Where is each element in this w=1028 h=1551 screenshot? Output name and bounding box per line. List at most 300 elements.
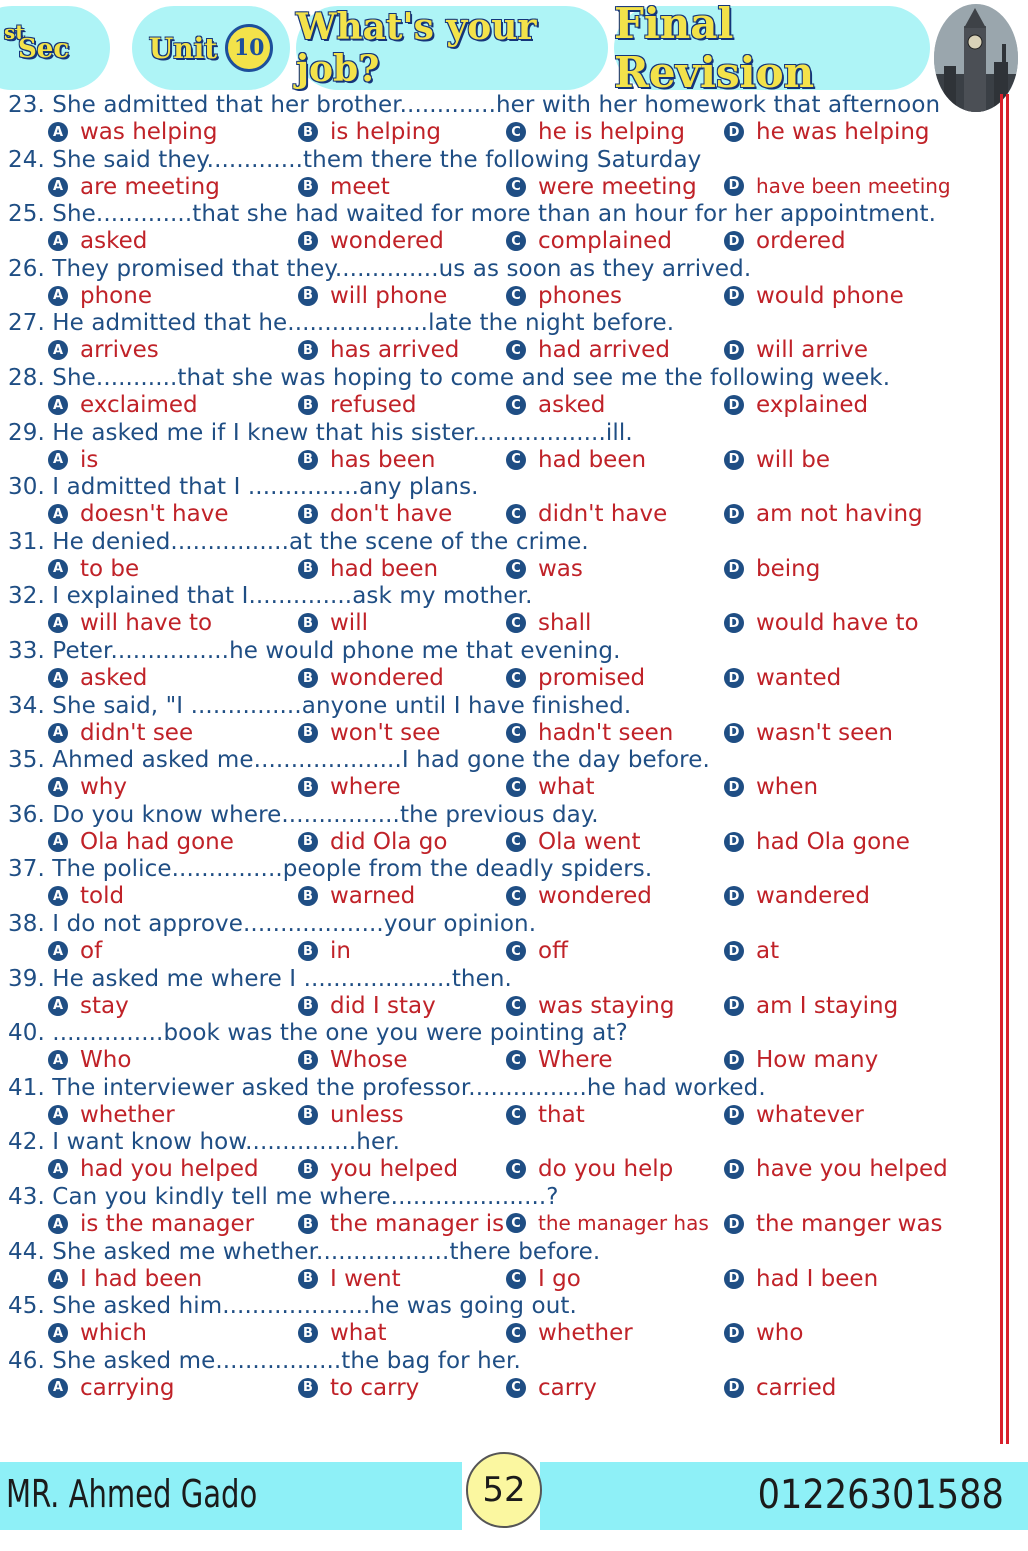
answer-option[interactable] bbox=[506, 829, 640, 855]
option-text: why bbox=[80, 774, 127, 801]
option-text: exclaimed bbox=[80, 392, 198, 418]
option-text: the manager is bbox=[330, 1211, 505, 1237]
answer-option[interactable] bbox=[506, 337, 670, 363]
option-text: Who bbox=[80, 1047, 132, 1074]
option-text: to be bbox=[80, 555, 140, 582]
question-text: 27. He admitted that he...................late the night before. bbox=[8, 310, 675, 337]
answer-option[interactable] bbox=[506, 119, 685, 145]
option-text: hadn't seen bbox=[538, 719, 674, 746]
right-border-line bbox=[1000, 94, 1003, 1444]
option-letter-icon: D bbox=[724, 450, 744, 470]
answer-option[interactable] bbox=[298, 1375, 419, 1401]
answer-option[interactable] bbox=[506, 228, 672, 254]
section-pill bbox=[0, 6, 110, 90]
answer-option[interactable] bbox=[48, 1047, 131, 1073]
option-letter-icon: B bbox=[298, 886, 318, 906]
question-text: 38. I do not approve...................your opinion. bbox=[8, 911, 537, 937]
option-text: off bbox=[538, 938, 568, 964]
answer-option[interactable] bbox=[48, 993, 129, 1019]
option-letter-icon: C bbox=[506, 777, 526, 797]
page-header bbox=[0, 0, 1028, 97]
option-letter-icon: C bbox=[506, 1105, 526, 1125]
answer-option[interactable] bbox=[48, 938, 102, 964]
option-text: he was helping bbox=[756, 119, 930, 145]
option-text: warned bbox=[330, 883, 416, 910]
answer-option[interactable] bbox=[48, 829, 234, 855]
option-letter-icon: C bbox=[506, 668, 526, 688]
question-text: 28. She...........that she was hoping to come and see me the following week. bbox=[8, 365, 891, 391]
option-letter-icon: B bbox=[298, 1323, 318, 1343]
option-letter-icon: A bbox=[48, 1105, 68, 1125]
answer-option[interactable] bbox=[48, 774, 127, 800]
option-letter-icon: C bbox=[506, 504, 526, 524]
option-letter-icon: A bbox=[48, 340, 68, 360]
option-letter-icon: C bbox=[506, 1269, 526, 1289]
option-text: carried bbox=[756, 1374, 837, 1401]
option-letter-icon: A bbox=[48, 1159, 68, 1179]
option-letter-icon: D bbox=[724, 832, 744, 852]
option-letter-icon: A bbox=[48, 668, 68, 688]
answer-option[interactable] bbox=[298, 501, 452, 527]
option-text: Ola had gone bbox=[80, 828, 234, 855]
option-letter-icon: A bbox=[48, 1323, 68, 1343]
answer-option[interactable] bbox=[724, 283, 904, 309]
answer-option[interactable] bbox=[506, 392, 605, 418]
question-text: 30. I admitted that I ...............any plans. bbox=[8, 474, 479, 501]
option-letter-icon: C bbox=[506, 1213, 526, 1233]
option-text: told bbox=[80, 883, 125, 910]
option-letter-icon: B bbox=[298, 559, 318, 579]
question-text: 46. She asked me.................the bag for her. bbox=[8, 1347, 521, 1374]
answer-option[interactable] bbox=[48, 501, 228, 527]
answer-option[interactable] bbox=[48, 556, 139, 582]
option-text: Where bbox=[538, 1047, 613, 1074]
answer-option[interactable] bbox=[298, 665, 444, 691]
answer-option[interactable] bbox=[724, 883, 870, 909]
answer-option[interactable] bbox=[724, 1047, 878, 1073]
option-letter-icon: C bbox=[506, 231, 526, 251]
option-text: has arrived bbox=[330, 337, 460, 364]
answer-option[interactable] bbox=[298, 1047, 408, 1073]
answer-option[interactable] bbox=[506, 1211, 709, 1235]
option-text: shall bbox=[538, 610, 592, 637]
option-text: where bbox=[330, 774, 401, 801]
teacher-name: MR. Ahmed Gado bbox=[6, 1472, 258, 1516]
answer-option[interactable] bbox=[506, 1320, 633, 1346]
answer-option[interactable] bbox=[298, 228, 444, 254]
question-text: 44. She asked me whether..................there before. bbox=[8, 1238, 601, 1265]
option-text: don't have bbox=[330, 501, 453, 528]
answer-option[interactable] bbox=[724, 337, 868, 363]
option-letter-icon: D bbox=[724, 504, 744, 524]
answer-option[interactable] bbox=[298, 829, 447, 855]
option-letter-icon: C bbox=[506, 286, 526, 306]
option-letter-icon: B bbox=[298, 1105, 318, 1125]
option-text: Ola went bbox=[538, 828, 641, 855]
option-letter-icon: C bbox=[506, 832, 526, 852]
answer-option[interactable] bbox=[506, 174, 697, 200]
option-text: do you help bbox=[538, 1156, 674, 1183]
answer-option[interactable] bbox=[724, 1211, 943, 1237]
option-letter-icon: A bbox=[48, 1269, 68, 1289]
option-letter-icon: A bbox=[48, 1050, 68, 1070]
option-text: wondered bbox=[330, 665, 444, 691]
option-text: will bbox=[330, 610, 368, 637]
option-text: has been bbox=[330, 446, 436, 473]
answer-option[interactable] bbox=[298, 774, 401, 800]
page-number-badge bbox=[466, 1452, 542, 1528]
answer-option[interactable] bbox=[724, 556, 820, 582]
answer-option[interactable] bbox=[506, 556, 583, 582]
question-text: 26. They promised that they..............us as soon as they arrived. bbox=[8, 255, 752, 282]
answer-option[interactable] bbox=[48, 283, 152, 309]
option-text: wondered bbox=[538, 883, 652, 910]
option-text: whether bbox=[538, 1320, 633, 1347]
answer-option[interactable] bbox=[298, 720, 440, 746]
option-letter-icon: D bbox=[724, 340, 744, 360]
option-text: carry bbox=[538, 1374, 597, 1401]
answer-option[interactable] bbox=[506, 447, 646, 473]
option-text: had I been bbox=[756, 1265, 879, 1292]
option-text: promised bbox=[538, 665, 646, 691]
answer-option[interactable] bbox=[506, 938, 568, 964]
option-text: doesn't have bbox=[80, 501, 229, 528]
answer-option[interactable] bbox=[298, 337, 459, 363]
option-text: had arrived bbox=[538, 337, 670, 364]
option-text: I had been bbox=[80, 1265, 203, 1292]
answer-option[interactable] bbox=[506, 993, 674, 1019]
answer-option[interactable] bbox=[298, 119, 441, 145]
answer-option[interactable] bbox=[506, 610, 591, 636]
option-letter-icon: A bbox=[48, 122, 68, 142]
option-letter-icon: C bbox=[506, 886, 526, 906]
option-text: whether bbox=[80, 1101, 175, 1128]
option-letter-icon: A bbox=[48, 886, 68, 906]
answer-option[interactable] bbox=[724, 501, 923, 527]
option-text: phones bbox=[538, 282, 622, 309]
answer-option[interactable] bbox=[724, 1375, 836, 1401]
option-letter-icon: D bbox=[724, 613, 744, 633]
option-letter-icon: B bbox=[298, 177, 318, 197]
question-text: 24. She said they.............them there the following Saturday bbox=[8, 146, 702, 173]
option-text: is helping bbox=[330, 119, 441, 145]
option-letter-icon: A bbox=[48, 286, 68, 306]
option-letter-icon: D bbox=[724, 1050, 744, 1070]
page-footer bbox=[0, 1462, 1028, 1530]
option-text: did Ola go bbox=[330, 828, 448, 855]
option-text: to carry bbox=[330, 1374, 420, 1401]
option-text: whatever bbox=[756, 1101, 864, 1128]
unit-title-pill bbox=[296, 6, 608, 90]
question-text: 37. The police...............people from the deadly spiders. bbox=[8, 856, 653, 883]
answer-option[interactable] bbox=[506, 1375, 597, 1401]
answer-option[interactable] bbox=[506, 501, 667, 527]
answer-option[interactable] bbox=[298, 447, 435, 473]
option-letter-icon: B bbox=[298, 1378, 318, 1398]
question-text: 42. I want know how...............her. bbox=[8, 1129, 401, 1156]
answer-option[interactable] bbox=[298, 1156, 458, 1182]
option-text: am I staying bbox=[756, 992, 899, 1019]
option-text: when bbox=[756, 774, 819, 801]
option-letter-icon: D bbox=[724, 176, 744, 196]
option-text: did I stay bbox=[330, 992, 436, 1019]
right-border-line-2 bbox=[1006, 94, 1009, 1444]
option-letter-icon: C bbox=[506, 559, 526, 579]
option-letter-icon: A bbox=[48, 177, 68, 197]
answer-option[interactable] bbox=[298, 174, 390, 200]
option-text: How many bbox=[756, 1047, 879, 1074]
answer-option[interactable] bbox=[298, 392, 417, 418]
answer-option[interactable] bbox=[724, 174, 951, 198]
answer-option[interactable] bbox=[48, 119, 217, 145]
answer-option[interactable] bbox=[298, 993, 436, 1019]
option-text: is bbox=[80, 446, 99, 473]
option-letter-icon: D bbox=[724, 231, 744, 251]
answer-option[interactable] bbox=[48, 337, 159, 363]
option-letter-icon: D bbox=[724, 723, 744, 743]
option-letter-icon: D bbox=[724, 1269, 744, 1289]
option-text: unless bbox=[330, 1101, 404, 1128]
option-text: had you helped bbox=[80, 1156, 259, 1183]
option-letter-icon: A bbox=[48, 450, 68, 470]
revision-title: Final Revision bbox=[614, 0, 815, 97]
answer-option[interactable] bbox=[48, 1266, 202, 1292]
answer-option[interactable] bbox=[724, 610, 919, 636]
option-letter-icon: D bbox=[724, 777, 744, 797]
option-text: I went bbox=[330, 1265, 401, 1292]
option-letter-icon: C bbox=[506, 941, 526, 961]
unit-title: What's your job? bbox=[296, 6, 537, 90]
option-text: what bbox=[330, 1320, 387, 1347]
option-letter-icon: B bbox=[298, 1214, 318, 1234]
option-text: didn't see bbox=[80, 719, 194, 746]
unit-label: Unit bbox=[148, 31, 218, 65]
option-letter-icon: C bbox=[506, 450, 526, 470]
option-text: what bbox=[538, 774, 595, 801]
option-text: being bbox=[756, 555, 821, 582]
answer-option[interactable] bbox=[298, 283, 447, 309]
option-letter-icon: D bbox=[724, 122, 744, 142]
answer-option[interactable] bbox=[724, 392, 868, 418]
option-letter-icon: D bbox=[724, 941, 744, 961]
answer-option[interactable] bbox=[298, 1266, 401, 1292]
option-text: who bbox=[756, 1320, 804, 1347]
answer-option[interactable] bbox=[724, 119, 930, 145]
question-text: 31. He denied................at the scene of the crime. bbox=[8, 528, 589, 555]
option-letter-icon: A bbox=[48, 832, 68, 852]
question-text: 40. ...............book was the one you were pointing at? bbox=[8, 1020, 628, 1047]
option-letter-icon: B bbox=[298, 340, 318, 360]
answer-option[interactable] bbox=[48, 720, 193, 746]
option-letter-icon: A bbox=[48, 559, 68, 579]
option-text: would phone bbox=[756, 282, 904, 309]
option-letter-icon: C bbox=[506, 1050, 526, 1070]
option-letter-icon: A bbox=[48, 996, 68, 1016]
option-text: he is helping bbox=[538, 119, 686, 145]
answer-option[interactable] bbox=[724, 665, 841, 691]
answer-option[interactable] bbox=[724, 1320, 803, 1346]
answer-option[interactable] bbox=[724, 774, 818, 800]
option-text: of bbox=[80, 938, 103, 964]
option-letter-icon: C bbox=[506, 395, 526, 415]
option-text: asked bbox=[80, 665, 148, 691]
answer-option[interactable] bbox=[48, 447, 98, 473]
answer-option[interactable] bbox=[724, 1266, 878, 1292]
option-text: wondered bbox=[330, 228, 444, 255]
option-text: asked bbox=[538, 392, 606, 418]
option-text: at bbox=[756, 938, 780, 964]
answer-option[interactable] bbox=[298, 556, 438, 582]
answer-option[interactable] bbox=[48, 1320, 147, 1346]
answer-option[interactable] bbox=[506, 1156, 673, 1182]
answer-option[interactable] bbox=[506, 1102, 585, 1128]
option-text: wanted bbox=[756, 665, 842, 691]
answer-option[interactable] bbox=[724, 1102, 864, 1128]
option-text: the manager has bbox=[538, 1211, 709, 1235]
option-letter-icon: D bbox=[724, 1105, 744, 1125]
answer-option[interactable] bbox=[506, 883, 652, 909]
option-letter-icon: B bbox=[298, 231, 318, 251]
answer-option[interactable] bbox=[506, 720, 673, 746]
answer-option[interactable] bbox=[724, 720, 893, 746]
option-letter-icon: A bbox=[48, 777, 68, 797]
option-text: carrying bbox=[80, 1374, 175, 1401]
stage-label: Sec bbox=[18, 34, 70, 64]
option-letter-icon: B bbox=[298, 832, 318, 852]
answer-option[interactable] bbox=[724, 993, 898, 1019]
option-letter-icon: D bbox=[724, 1214, 744, 1234]
option-letter-icon: B bbox=[298, 613, 318, 633]
option-text: was helping bbox=[80, 119, 218, 145]
answer-option[interactable] bbox=[48, 1156, 259, 1182]
option-letter-icon: B bbox=[298, 286, 318, 306]
option-letter-icon: C bbox=[506, 1159, 526, 1179]
answer-option[interactable] bbox=[48, 392, 198, 418]
teacher-phone: 01226301588 bbox=[757, 1472, 1004, 1518]
answer-option[interactable] bbox=[48, 1102, 175, 1128]
question-text: 23. She admitted that her brother.............her with her homework that afternoon bbox=[8, 92, 941, 118]
answer-option[interactable] bbox=[48, 610, 212, 636]
option-text: will phone bbox=[330, 282, 448, 309]
option-text: meet bbox=[330, 173, 390, 200]
answer-option[interactable] bbox=[506, 1266, 581, 1292]
answer-option[interactable] bbox=[298, 883, 415, 909]
answer-option[interactable] bbox=[48, 883, 124, 909]
option-letter-icon: A bbox=[48, 1214, 68, 1234]
answer-option[interactable] bbox=[724, 1156, 948, 1182]
option-text: wasn't seen bbox=[756, 719, 893, 746]
option-text: am not having bbox=[756, 501, 923, 528]
option-text: ordered bbox=[756, 228, 846, 255]
option-letter-icon: A bbox=[48, 723, 68, 743]
option-letter-icon: D bbox=[724, 1159, 744, 1179]
option-letter-icon: C bbox=[506, 996, 526, 1016]
option-text: wandered bbox=[756, 883, 870, 910]
question-text: 35. Ahmed asked me....................I had gone the day before. bbox=[8, 747, 710, 774]
option-letter-icon: B bbox=[298, 450, 318, 470]
option-letter-icon: B bbox=[298, 1269, 318, 1289]
option-letter-icon: C bbox=[506, 177, 526, 197]
answer-option[interactable] bbox=[506, 283, 622, 309]
answer-option[interactable] bbox=[298, 1211, 504, 1237]
answer-option[interactable] bbox=[724, 829, 910, 855]
option-letter-icon: D bbox=[724, 1378, 744, 1398]
option-letter-icon: A bbox=[48, 504, 68, 524]
answer-option[interactable] bbox=[724, 938, 779, 964]
option-text: stay bbox=[80, 992, 129, 1019]
question-text: 43. Can you kindly tell me where.....................? bbox=[8, 1184, 559, 1210]
option-letter-icon: B bbox=[298, 996, 318, 1016]
option-letter-icon: A bbox=[48, 613, 68, 633]
option-text: have you helped bbox=[756, 1156, 948, 1183]
question-text: 39. He asked me where I ....................then. bbox=[8, 965, 512, 992]
answer-option[interactable] bbox=[506, 1047, 613, 1073]
question-text: 29. He asked me if I knew that his sister..................ill. bbox=[8, 419, 633, 446]
answer-option[interactable] bbox=[298, 1102, 404, 1128]
option-letter-icon: B bbox=[298, 777, 318, 797]
option-text: asked bbox=[80, 228, 148, 255]
option-letter-icon: B bbox=[298, 504, 318, 524]
option-letter-icon: C bbox=[506, 1323, 526, 1343]
question-text: 25. She.............that she had waited for more than an hour for her appointment. bbox=[8, 201, 937, 228]
answer-option[interactable] bbox=[298, 610, 368, 636]
revision-pill bbox=[614, 0, 930, 97]
option-text: in bbox=[330, 938, 351, 964]
page-number: 52 bbox=[482, 1470, 526, 1510]
answer-option[interactable] bbox=[298, 938, 351, 964]
option-text: had Ola gone bbox=[756, 828, 910, 855]
option-letter-icon: C bbox=[506, 1378, 526, 1398]
answer-option[interactable] bbox=[48, 228, 147, 254]
answer-option[interactable] bbox=[48, 1211, 254, 1237]
grade-suffix: st bbox=[4, 20, 25, 44]
question-text: 36. Do you know where................the previous day. bbox=[8, 801, 599, 828]
option-letter-icon: A bbox=[48, 231, 68, 251]
option-letter-icon: B bbox=[298, 723, 318, 743]
option-text: will have to bbox=[80, 610, 213, 637]
answer-option[interactable] bbox=[48, 174, 220, 200]
question-text: 33. Peter................he would phone me that evening. bbox=[8, 638, 621, 664]
option-text: was bbox=[538, 555, 583, 582]
option-text: are meeting bbox=[80, 173, 220, 200]
answer-option[interactable] bbox=[506, 665, 645, 691]
option-letter-icon: C bbox=[506, 613, 526, 633]
option-text: had been bbox=[538, 446, 647, 473]
answer-option[interactable] bbox=[298, 1320, 387, 1346]
answer-option[interactable] bbox=[48, 665, 147, 691]
option-text: is the manager bbox=[80, 1211, 255, 1237]
option-text: had been bbox=[330, 555, 439, 582]
option-text: didn't have bbox=[538, 501, 668, 528]
option-letter-icon: D bbox=[724, 886, 744, 906]
option-letter-icon: B bbox=[298, 395, 318, 415]
option-letter-icon: D bbox=[724, 1323, 744, 1343]
option-letter-icon: B bbox=[298, 1159, 318, 1179]
unit-pill bbox=[132, 6, 290, 90]
answer-option[interactable] bbox=[724, 447, 830, 473]
option-text: would have to bbox=[756, 610, 919, 637]
option-text: explained bbox=[756, 392, 869, 418]
option-text: was staying bbox=[538, 992, 675, 1019]
answer-option[interactable] bbox=[48, 1375, 174, 1401]
option-letter-icon: C bbox=[506, 723, 526, 743]
answer-option[interactable] bbox=[724, 228, 846, 254]
answer-option[interactable] bbox=[506, 774, 595, 800]
question-text: 32. I explained that I..............ask my mother. bbox=[8, 583, 533, 610]
unit-number-badge: 10 bbox=[225, 24, 273, 72]
option-letter-icon: C bbox=[506, 122, 526, 142]
option-letter-icon: D bbox=[724, 395, 744, 415]
